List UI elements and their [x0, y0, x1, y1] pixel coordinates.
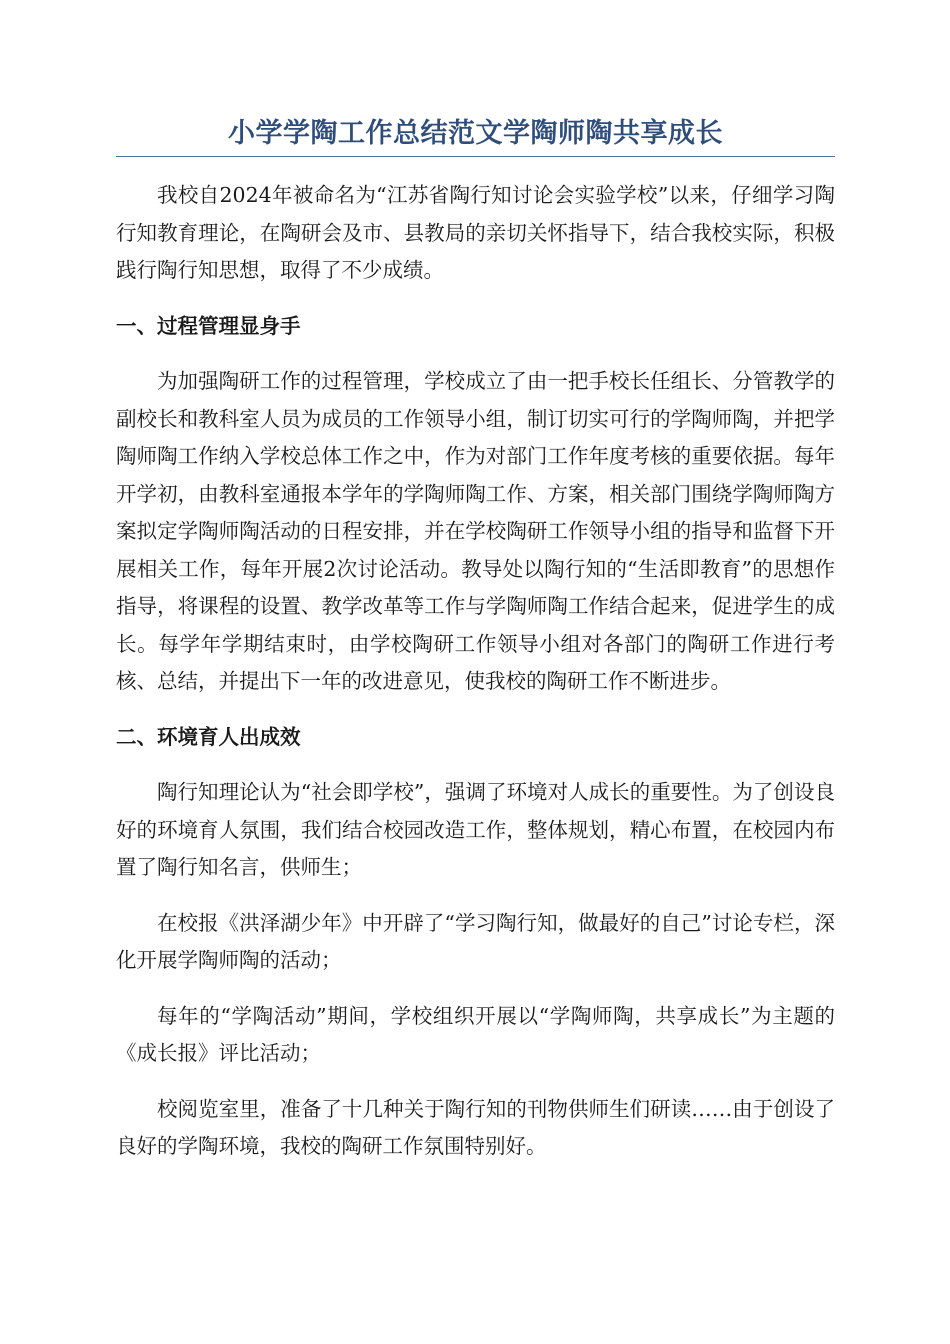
- section-2-paragraph-4: 校阅览室里，准备了十几种关于陶行知的刊物供师生们研读……由于创设了良好的学陶环境，我校的陶研工作氛围特别好。: [116, 1096, 835, 1158]
- document-title: 小学学陶工作总结范文学陶师陶共享成长: [228, 118, 723, 149]
- section-2-paragraph-1: 陶行知理论认为“社会即学校”，强调了环境对人成长的重要性。为了创设良好的环境育人氛围，我们结合校园改造工作，整体规划，精心布置，在校园内布置了陶行知名言，供师生；: [116, 780, 835, 879]
- section-1-paragraph: 为加强陶研工作的过程管理，学校成立了由一把手校长任组长、分管教学的副校长和教科室人员为成员的工作领导小组，制订切实可行的学陶师陶，并把学陶师陶工作纳入学校总体工作之中，作为对部门工作年度考核的重要依据。每年开学初，由教科室通报本学年的学陶师陶工作、方案，相关部门围绕学陶师陶方案拟定学陶师陶活动的日程安排，并在学校陶研工作领导小组的指导和监督下开展相关工作，每年开展2次讨论活动。教导处以陶行知的“生活即教育”的思想作指导，将课程的设置、教学改革等工作与学陶师陶工作结合起来，促进学生的成长。每学年学期结束时，由学校陶研工作领导小组对各部门的陶研工作进行考核、总结，并提出下一年的改进意见，使我校的陶研工作不断进步。: [116, 369, 835, 693]
- document-page: [116, 112, 835, 1166]
- title-underline: [116, 156, 835, 157]
- section-2-paragraph-2: 在校报《洪泽湖少年》中开辟了“学习陶行知，做最好的自己”讨论专栏，深化开展学陶师陶的活动；: [116, 910, 835, 972]
- section-1-heading: 一、过程管理显身手: [116, 313, 301, 338]
- section-2-heading: 二、环境育人出成效: [116, 724, 301, 749]
- section-2-paragraph-3: 每年的“学陶活动”期间，学校组织开展以“学陶师陶，共享成长”为主题的《成长报》评比活动；: [116, 1003, 835, 1065]
- intro-paragraph: 我校自2024年被命名为“江苏省陶行知讨论会实验学校”以来，仔细学习陶行知教育理论，在陶研会及市、县教局的亲切关怀指导下，结合我校实际，积极践行陶行知思想，取得了不少成绩。: [116, 183, 835, 282]
